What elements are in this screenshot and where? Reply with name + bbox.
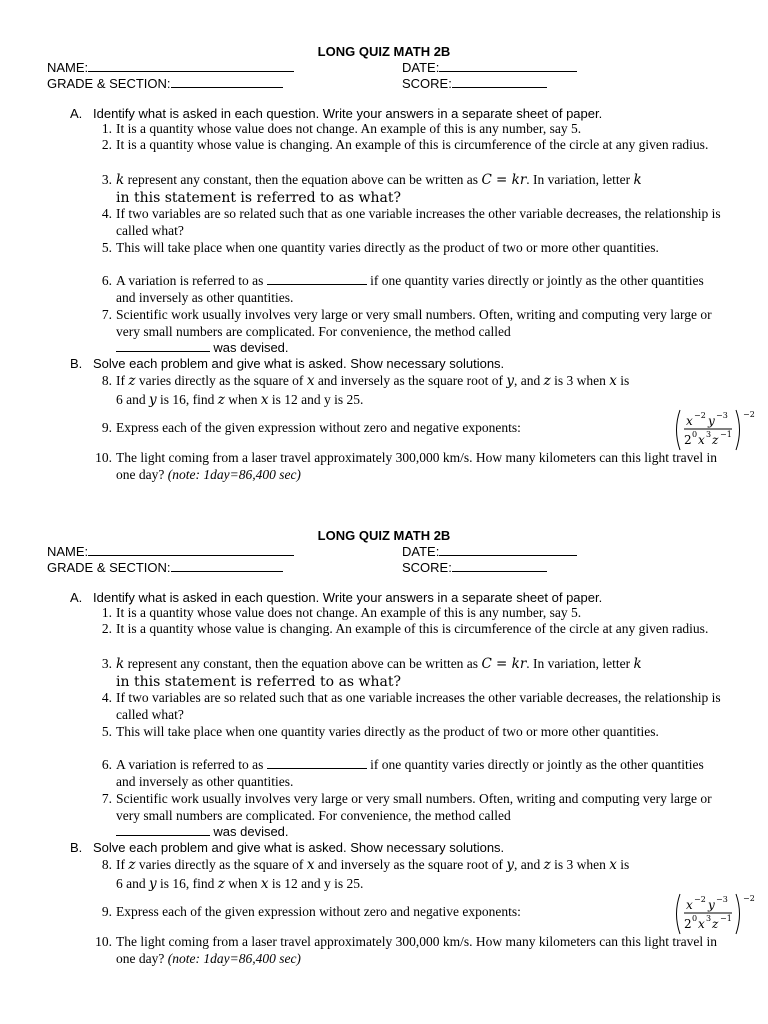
expr-two-exp: 0 — [692, 430, 698, 439]
score-field[interactable] — [402, 560, 547, 575]
answer-blank[interactable] — [116, 824, 210, 836]
expr-two: 2 — [684, 917, 692, 931]
exponent-expression — [672, 408, 762, 452]
question-10: 10. The light coming from a laser travel approximately 300,000 km/s. How many kilometers can this light travel in one day? (note: 1day=86,400 sec) — [95, 934, 717, 966]
score-field[interactable] — [402, 76, 547, 91]
grade-section-line[interactable] — [171, 560, 283, 572]
expr-two-exp: 0 — [692, 914, 698, 923]
question-6: 6. A variation is referred to as if one quantity varies directly or jointly as the other quantities and inversely as other quantities. — [101, 757, 704, 789]
answer-blank[interactable] — [267, 757, 367, 769]
date-field[interactable] — [402, 544, 577, 559]
question-9: 9. Express each of the given expression without zero and negative exponents: x −2 y −3 2 0 x 3 z −1 −2 — [92, 420, 722, 437]
date-label: DATE: — [402, 60, 440, 75]
date-label: DATE: — [402, 544, 440, 559]
question-4: 4. If two variables are so related such that as one variable increases the other variable decreases, the relationship is called what? — [101, 206, 721, 238]
quiz-title: LONG QUIZ MATH 2B — [317, 44, 451, 59]
expr-x-exp: −2 — [694, 411, 706, 420]
expr-y-exp: −3 — [716, 411, 728, 420]
question-6: 6. A variation is referred to as if one quantity varies directly or jointly as the other quantities and inversely as other quantities. — [101, 273, 704, 305]
section-b-heading: B. Solve each problem and give what is asked. Show necessary solutions. — [70, 356, 505, 371]
question-2: 2. It is a quantity whose value is changing. An example of this is circumference of the circle at any given radius. — [101, 621, 709, 636]
expr-outer-exp: −2 — [743, 894, 755, 903]
question-7: 7. Scientific work usually involves very large or very small numbers. Often, writing and computing very large or very small numbers are complicated. For convenience, the method called was devised. — [101, 791, 712, 839]
name-field[interactable] — [47, 60, 294, 75]
date-line[interactable] — [439, 544, 577, 556]
expr-x-den: x — [698, 433, 705, 447]
expr-z: z — [712, 433, 719, 447]
question-3: 3. k represent any constant, then the equation above can be written as C = kr. In variation, letter k in this statement is referred to as what? — [101, 656, 642, 690]
score-line[interactable] — [452, 76, 547, 88]
grade-section-label: GRADE & SECTION: — [47, 76, 171, 91]
question-5: 5. This will take place when one quantity varies directly as the product of two or more other quantities. — [101, 724, 659, 739]
expr-y: y — [708, 898, 715, 912]
name-line[interactable] — [88, 60, 294, 72]
name-field[interactable] — [47, 544, 294, 559]
expr-x-den: x — [698, 917, 705, 931]
question-1: 1. It is a quantity whose value does not change. An example of this is any number, say 5. — [101, 121, 582, 136]
section-a-heading: A. Identify what is asked in each question. Write your answers in a separate sheet of paper. — [70, 590, 603, 605]
exponent-expression — [672, 892, 762, 936]
expr-x: x — [686, 414, 693, 428]
score-label: SCORE: — [402, 560, 452, 575]
score-label: SCORE: — [402, 76, 452, 91]
quiz-title: LONG QUIZ MATH 2B — [317, 528, 451, 543]
question-9: 9. Express each of the given expression without zero and negative exponents: x −2 y −3 2 0 x 3 z −1 −2 — [92, 904, 722, 921]
expr-z: z — [712, 917, 719, 931]
name-label: NAME: — [47, 60, 89, 75]
section-a-heading: A. Identify what is asked in each question. Write your answers in a separate sheet of paper. — [70, 106, 603, 121]
question-8: 8. If z varies directly as the square of x and inversely as the square root of y, and z is 3 when x is 6 and y is 16, find z when x is 12 and y is 25. — [101, 373, 630, 408]
question-4: 4. If two variables are so related such that as one variable increases the other variable decreases, the relationship is called what? — [101, 690, 721, 722]
score-line[interactable] — [452, 560, 547, 572]
section-b-heading: B. Solve each problem and give what is asked. Show necessary solutions. — [70, 840, 505, 855]
expr-y-exp: −3 — [716, 895, 728, 904]
grade-section-label: GRADE & SECTION: — [47, 560, 171, 575]
answer-blank[interactable] — [116, 340, 210, 352]
date-field[interactable] — [402, 60, 577, 75]
expr-x-exp: −2 — [694, 895, 706, 904]
question-1: 1. It is a quantity whose value does not change. An example of this is any number, say 5. — [101, 605, 582, 620]
date-line[interactable] — [439, 60, 577, 72]
question-7: 7. Scientific work usually involves very large or very small numbers. Often, writing and computing very large or very small numbers are complicated. For convenience, the method called was devised. — [101, 307, 712, 355]
expr-z-exp: −1 — [720, 430, 732, 439]
answer-blank[interactable] — [267, 273, 367, 285]
expr-x-den-exp: 3 — [706, 914, 712, 923]
grade-section-field[interactable] — [47, 560, 283, 575]
name-line[interactable] — [88, 544, 294, 556]
expr-z-exp: −1 — [720, 914, 732, 923]
expr-outer-exp: −2 — [743, 410, 755, 419]
question-8: 8. If z varies directly as the square of x and inversely as the square root of y, and z is 3 when x is 6 and y is 16, find z when x is 12 and y is 25. — [101, 857, 630, 892]
expr-y: y — [708, 414, 715, 428]
expr-two: 2 — [684, 433, 692, 447]
question-10: 10. The light coming from a laser travel approximately 300,000 km/s. How many kilometers can this light travel in one day? (note: 1day=86,400 sec) — [95, 450, 717, 482]
question-5: 5. This will take place when one quantity varies directly as the product of two or more other quantities. — [101, 240, 659, 255]
expr-x: x — [686, 898, 693, 912]
question-3: 3. k represent any constant, then the equation above can be written as C = kr. In variation, letter k in this statement is referred to as what? — [101, 172, 642, 206]
expr-x-den-exp: 3 — [706, 430, 712, 439]
name-label: NAME: — [47, 544, 89, 559]
question-2: 2. It is a quantity whose value is changing. An example of this is circumference of the circle at any given radius. — [101, 137, 709, 152]
grade-section-line[interactable] — [171, 76, 283, 88]
grade-section-field[interactable] — [47, 76, 283, 91]
